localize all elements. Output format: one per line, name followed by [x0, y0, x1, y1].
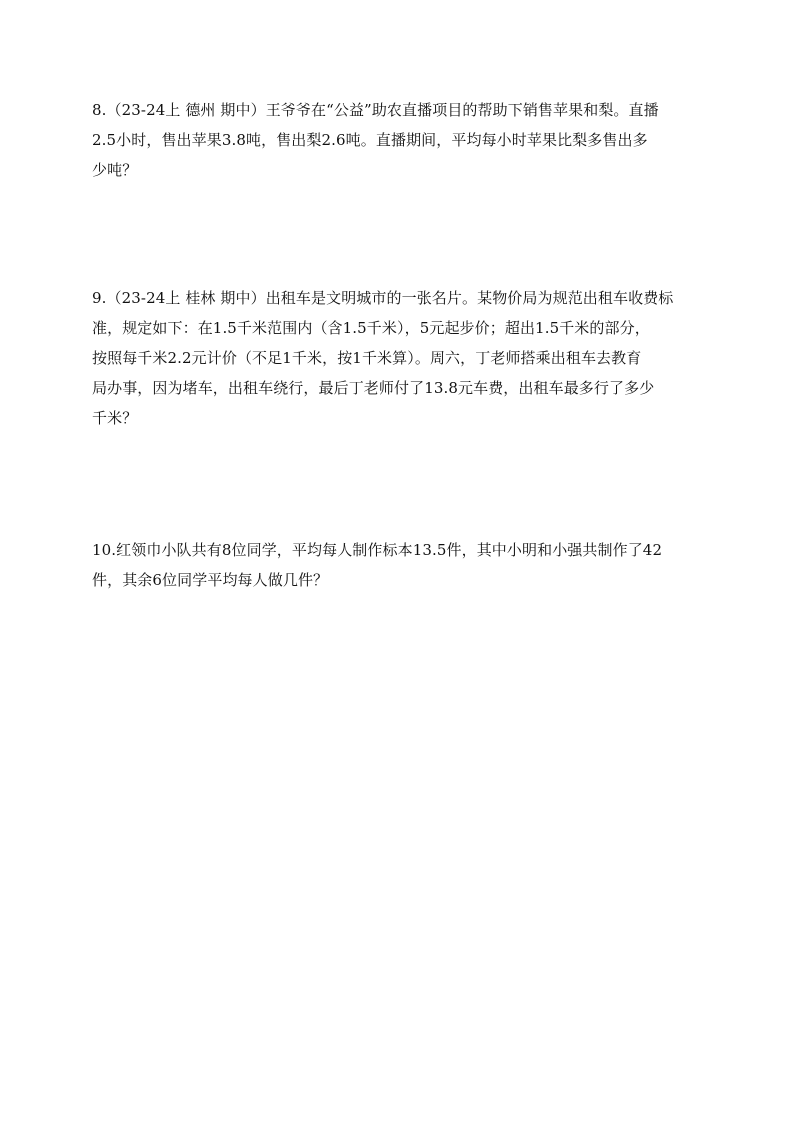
problem-line: 9.（23-24上 桂林 期中）出租车是文明城市的一张名片。某物价局为规范出租车收费标 [92, 289, 674, 307]
problem-10 [92, 535, 712, 595]
problem-line: 准，规定如下：在1.5千米范围内（含1.5千米），5元起步价；超出1.5千米的部分， [92, 319, 650, 337]
problem-line: 2.5小时，售出苹果3.8吨，售出梨2.6吨。直播期间，平均每小时苹果比梨多售出多 [92, 131, 648, 149]
problem-line: 按照每千米2.2元计价（不足1千米，按1千米算）。周六，丁老师搭乘出租车去教育 [92, 349, 642, 367]
problem-9 [92, 283, 712, 433]
problem-line: 10.红领巾小队共有8位同学，平均每人制作标本13.5件，其中小明和小强共制作了42 [92, 541, 663, 559]
problem-line: 件，其余6位同学平均每人做几件？ [92, 571, 329, 589]
problem-8 [92, 95, 712, 185]
problem-line: 局办事，因为堵车，出租车绕行，最后丁老师付了13.8元车费，出租车最多行了多少 [92, 379, 655, 397]
problem-line: 8.（23-24上 德州 期中）王爷爷在“公益”助农直播项目的帮助下销售苹果和梨。直播 [92, 101, 659, 119]
problem-line: 少吨？ [92, 161, 138, 179]
problem-line: 千米？ [92, 409, 138, 427]
